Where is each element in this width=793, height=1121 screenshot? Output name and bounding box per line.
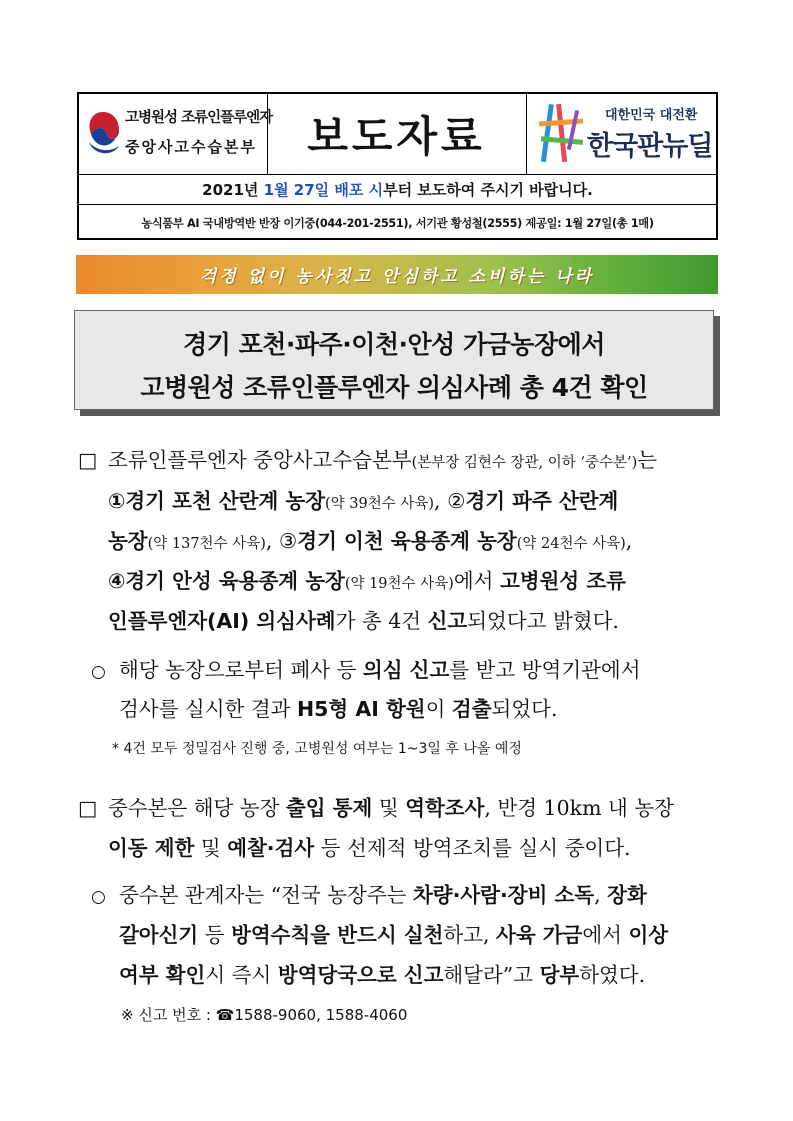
- p1-text: 가 총 4건: [335, 609, 428, 633]
- embargo-text-1: 2021년: [202, 180, 264, 199]
- sub-text: 중수본 관계자는 “전국 농장주는: [119, 883, 413, 907]
- doc-type-title: 보도자료: [307, 112, 486, 161]
- farm-paju: 경기 파주 산란계: [465, 489, 619, 513]
- sub-text: 하고,: [443, 923, 497, 947]
- farm-paju-cont: 농장: [108, 529, 148, 553]
- taegeuk-emblem-icon: [85, 108, 121, 158]
- sub-emphasis: H5형 AI 항원: [296, 697, 426, 721]
- sub-text: 되었다.: [491, 697, 558, 721]
- sub-emphasis: 당부: [539, 963, 580, 987]
- slogan-banner: [76, 255, 718, 294]
- p1-text: 되었다고 밝혔다.: [467, 609, 619, 633]
- farm-size: (약 24천수 사육): [516, 536, 626, 552]
- farm-pocheon: ①경기 포천 산란계 농장: [108, 489, 325, 513]
- p1-sub-line1: [91, 653, 641, 683]
- p2-text: 및: [372, 796, 406, 820]
- hq-logo-cell: [79, 94, 273, 174]
- farm-size: (약 137천수 사육): [147, 536, 266, 552]
- farm-size: (약 39천수 사육): [325, 496, 435, 512]
- p1-aside: (본부장 김현수 장관, 이하 ‘중수본’): [411, 455, 638, 471]
- headline-line2: 고병원성 조류인플루엔자 의심사례 총 4건 확인: [140, 373, 648, 402]
- p2-emphasis: 출입 통제: [285, 796, 373, 820]
- p1-line3: [108, 524, 632, 554]
- p2-text: 중수본은 해당 농장: [108, 796, 286, 820]
- p1-text: 에서: [453, 569, 500, 593]
- hq-name-line2: 중앙사고수습본부: [125, 138, 257, 156]
- sub-emphasis: 방역당국으로 신고: [277, 963, 444, 987]
- sub-text: 시 즉시: [205, 963, 278, 987]
- embargo-release: 배포 시: [329, 180, 384, 199]
- p2-emphasis: 예찰·검사: [227, 836, 315, 860]
- report-number: ※ 신고 번호 : ☎1588-9060, 1588-4060: [121, 1006, 408, 1024]
- p1-line5: [108, 604, 619, 634]
- header-top-row: [79, 94, 716, 175]
- sub-text: 이: [425, 697, 452, 721]
- test-note: * 4건 모두 정밀검사 진행 중, 고병원성 여부는 1~3일 후 나올 예정: [112, 741, 522, 757]
- p1-emphasis: 인플루엔자(AI) 의심사례: [108, 609, 336, 633]
- sub-emphasis: 방역수칙을 반드시 실천: [231, 923, 444, 947]
- p1-text: , ②: [434, 489, 466, 513]
- farm-icheon: 경기 이천 육용종계 농장: [297, 529, 517, 553]
- sub-emphasis: 사육 가금: [496, 923, 583, 947]
- sub-text: 하였다.: [579, 963, 646, 987]
- banner-text: 걱정 없이 농사짓고 안심하고 소비하는 나라: [199, 267, 595, 287]
- sub-emphasis: 검출: [451, 697, 492, 721]
- farm-size: (약 19천수 사육): [344, 576, 454, 592]
- slogan-big-text: 한국판뉴딜: [587, 131, 713, 162]
- p1-emphasis: 고병원성 조류: [499, 569, 626, 593]
- sub-text: 에서: [582, 923, 629, 947]
- p2-sub-line3: [119, 958, 645, 988]
- p2-text: , 반경 10km 내 농장: [484, 796, 674, 820]
- sub-text: 해당 농장으로부터 폐사 등: [119, 658, 363, 682]
- contact-row: 농식품부 AI 국내방역반 반장 이기중(044-201-2551), 서기관 황성철(2555) 제공일: 1월 27일(총 1매): [141, 216, 654, 230]
- p1-line4: [108, 564, 626, 594]
- p1-text: ,: [625, 529, 633, 553]
- new-deal-logo-cell: [526, 94, 719, 174]
- p2-sub-line1: [91, 878, 647, 908]
- slogan-small-text: 대한민국 대전환: [605, 108, 698, 123]
- p2-line1: [78, 791, 674, 821]
- farm-anseong: ④경기 안성 육용종계 농장: [108, 569, 345, 593]
- hq-name-line1: 고병원성 조류인플루엔자: [125, 110, 273, 126]
- p1-marker: □: [78, 448, 98, 472]
- headline-line1: 경기 포천·파주·이천·안성 가금농장에서: [183, 330, 605, 359]
- p2-line2: [108, 831, 631, 861]
- embargo-row: [79, 174, 716, 205]
- sub-text: 검사를 실시한 결과: [119, 697, 297, 721]
- p1-text: , ③: [265, 529, 298, 553]
- p1-emphasis: 신고: [427, 609, 468, 633]
- p1-line2: [108, 484, 618, 514]
- embargo-text-2: 부터 보도하여 주시기 바랍니다.: [383, 180, 593, 199]
- sub-text: 해달라”고: [443, 963, 540, 987]
- sub-text: 등: [198, 923, 232, 947]
- sub-emphasis: 여부 확인: [119, 963, 206, 987]
- p1-line1: [78, 443, 657, 473]
- sub-emphasis: 이상: [628, 923, 669, 947]
- p1-sub-marker: ○: [91, 662, 106, 682]
- sub-emphasis: 장화: [607, 883, 647, 907]
- p2-text: 및: [194, 836, 228, 860]
- p2-sub-line2: [119, 918, 668, 948]
- press-header-table: [77, 92, 718, 240]
- sub-emphasis: 차량·사람·장비 소독: [412, 883, 595, 907]
- p2-text: 등 선제적 방역조치를 실시 중이다.: [314, 836, 631, 860]
- embargo-date: 1월 27일: [263, 180, 330, 199]
- sub-emphasis: 갈아신기: [119, 923, 199, 947]
- p2-emphasis: 이동 제한: [108, 836, 195, 860]
- p2-marker: □: [78, 796, 98, 820]
- sub-emphasis: 의심 신고: [362, 658, 450, 682]
- p1-text: 조류인플루엔자 중앙사고수습본부: [108, 448, 412, 472]
- sub-text: ,: [594, 883, 608, 907]
- p1-text: 는: [637, 448, 658, 472]
- p1-sub-line2: [119, 692, 557, 722]
- p2-sub-marker: ○: [91, 887, 106, 907]
- new-deal-logo-icon: [539, 102, 585, 164]
- p2-emphasis: 역학조사: [405, 796, 485, 820]
- headline-box: [74, 310, 714, 410]
- sub-text: 를 받고 방역기관에서: [449, 658, 641, 682]
